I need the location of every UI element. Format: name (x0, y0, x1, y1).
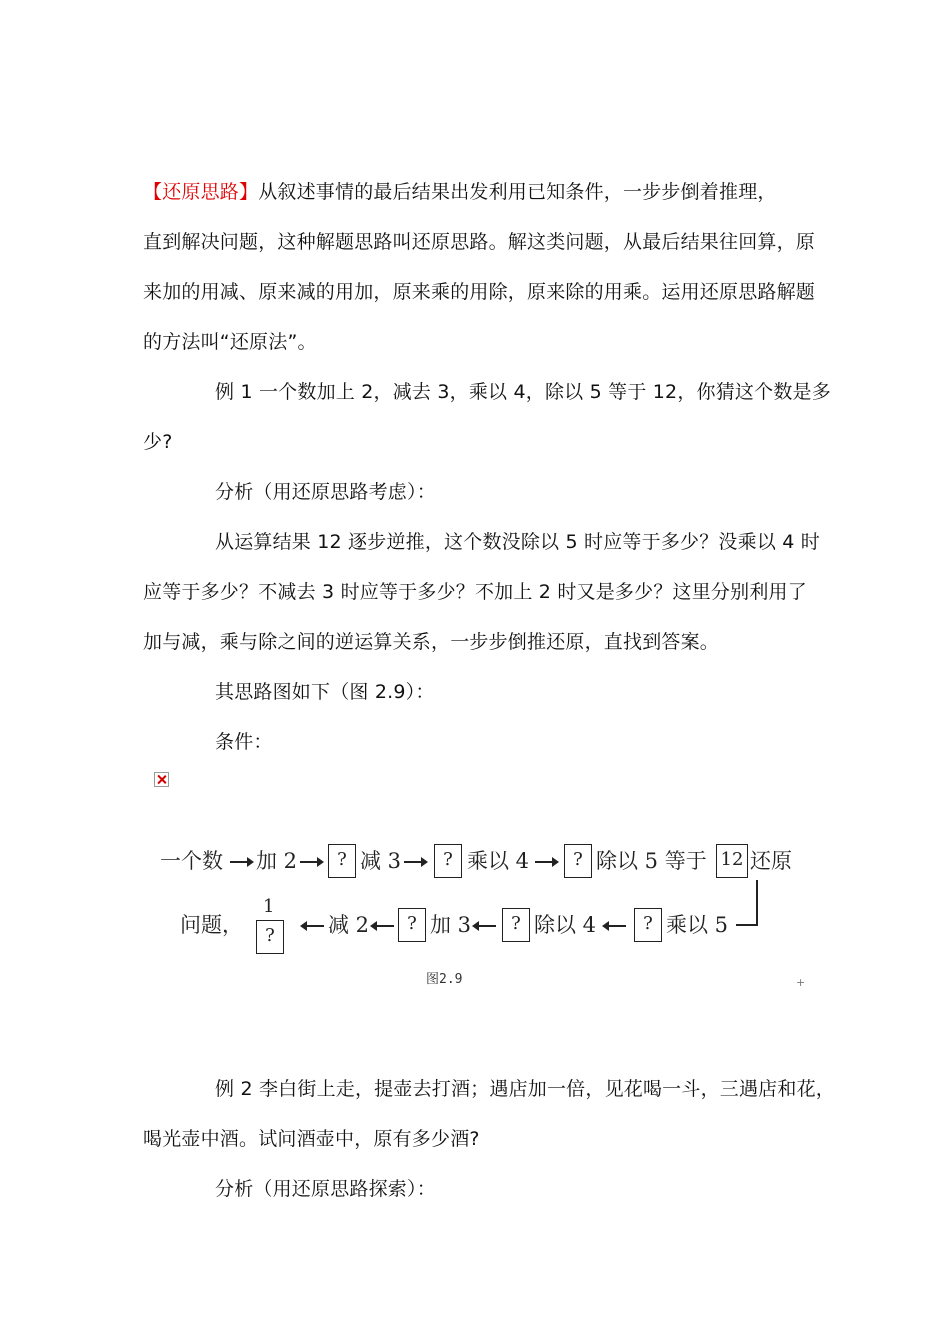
unknown-box: ? (328, 844, 356, 878)
answer-box: ? (256, 920, 284, 954)
reverse-thinking-diagram (160, 838, 810, 988)
diagram-op-mul5: 乘以 5 (666, 913, 729, 937)
analysis-line-1: 从运算结果 12 逐步逆推，这个数没除以 5 时应等于多少？没乘以 4 时 (215, 531, 820, 553)
intro-line-4: 的方法叫“还原法”。 (143, 331, 317, 353)
unknown-box: ? (634, 908, 662, 942)
diagram-op-add3: 加 3 (430, 913, 472, 937)
example2-analysis-title: 分析（用还原思路探索）： (215, 1178, 436, 1200)
intro-line-1 (143, 179, 813, 205)
intro-line-3: 来加的用减、原来减的用加，原来乘的用除，原来除的用乘。运用还原思路解题 (143, 281, 816, 303)
unknown-box: ? (398, 908, 426, 942)
section-heading: 【还原思路】 (143, 181, 259, 203)
answer-label: 1 (263, 896, 275, 917)
unknown-box: ? (564, 844, 592, 878)
arrow-right (230, 861, 252, 863)
example1-question: 例 1 一个数加上 2，减去 3，乘以 4，除以 5 等于 12，你猜这个数是多 (215, 381, 831, 403)
anchor-mark: + (796, 976, 806, 989)
arrow-right (404, 861, 426, 863)
diagram-op-sub3: 减 3 (360, 849, 402, 873)
diagram-op-div5: 除以 5 等于 (596, 849, 707, 873)
arrow-left (474, 925, 496, 927)
diagram-problem-text: 问题， (180, 913, 243, 937)
example2-question-cont: 喝光壶中酒。试问酒壶中，原有多少酒? (143, 1128, 480, 1150)
arrow-right (300, 861, 322, 863)
arrow-left (372, 925, 394, 927)
diagram-op-sub2: 减 2 (328, 913, 370, 937)
diagram-op-add2: 加 2 (256, 849, 298, 873)
intro-text: 从叙述事情的最后结果出发利用已知条件，一步步倒着推理， (258, 181, 777, 203)
intro-line-2: 直到解决问题，这种解题思路叫还原思路。解这类问题，从最后结果往回算，原 (143, 231, 816, 253)
arrow-left (604, 925, 626, 927)
result-box: 12 (716, 844, 748, 878)
example2-question: 例 2 李白街上走，提壶去打酒；遇店加一倍，见花喝一斗，三遇店和花， (215, 1078, 835, 1100)
arrow-right (535, 861, 557, 863)
condition-label: 条件： (215, 731, 273, 753)
connector-line (756, 880, 758, 924)
diagram-op-mul4: 乘以 4 (467, 849, 530, 873)
example1-question-cont: 少? (143, 431, 173, 453)
figure-caption: 图2.9 (426, 972, 463, 987)
unknown-box: ? (434, 844, 462, 878)
connector-line (736, 924, 758, 926)
arrow-left (302, 925, 324, 927)
diagram-op-div4: 除以 4 (534, 913, 597, 937)
broken-image-icon (154, 772, 169, 787)
analysis-line-3: 加与减，乘与除之间的逆运算关系，一步步倒推还原，直找到答案。 (143, 631, 720, 653)
example1-analysis-title: 分析（用还原思路考虑）： (215, 481, 436, 503)
diagram-intro: 其思路图如下（图 2.9）： (215, 681, 435, 703)
analysis-line-2: 应等于多少？不减去 3 时应等于多少？不加上 2 时又是多少？这里分别利用了 (143, 581, 807, 603)
diagram-restore-text: 还原 (750, 849, 792, 873)
unknown-box: ? (502, 908, 530, 942)
diagram-start-text: 一个数 (160, 849, 223, 873)
